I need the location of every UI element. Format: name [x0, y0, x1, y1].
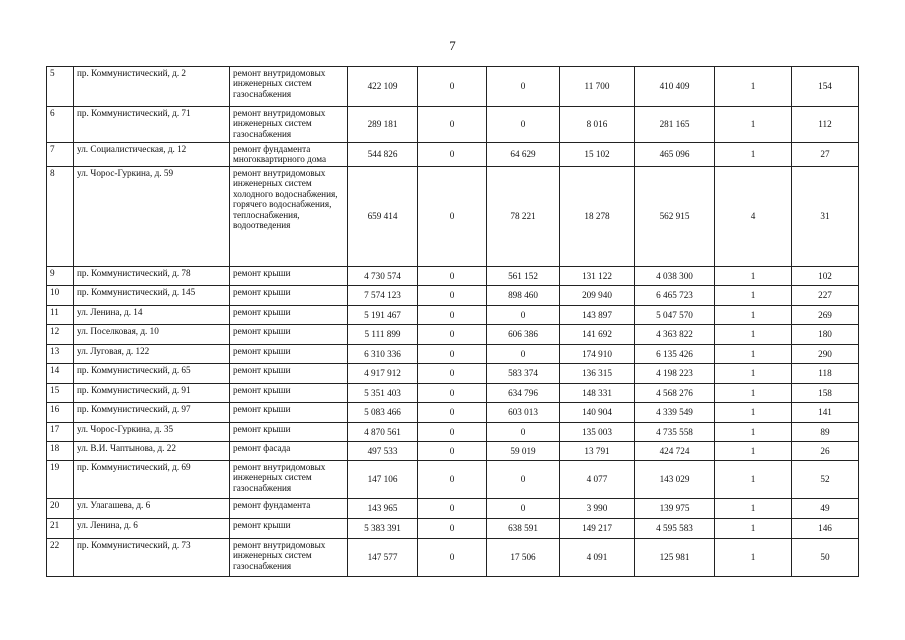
address-cell: ул. Ленина, д. 6 [74, 519, 230, 539]
fund-c-cell: 143 897 [560, 306, 635, 325]
row-number-cell: 21 [47, 519, 74, 539]
address-cell: ул. Чорос-Гуркина, д. 35 [74, 423, 230, 442]
residents-cell: 290 [792, 345, 859, 364]
work-type-cell: ремонт крыши [230, 267, 348, 286]
address-cell: ул. Чорос-Гуркина, д. 59 [74, 167, 230, 267]
row-number-cell: 9 [47, 267, 74, 286]
table-row [47, 143, 859, 167]
work-type-cell: ремонт фундамента [230, 499, 348, 519]
fund-b-cell: 583 374 [487, 364, 560, 384]
address-cell: пр. Коммунистический, д. 69 [74, 461, 230, 499]
total-cost-cell: 147 106 [348, 461, 418, 499]
fund-b-cell: 0 [487, 423, 560, 442]
count-cell: 1 [715, 403, 792, 423]
work-type-cell: ремонт крыши [230, 286, 348, 306]
row-number-cell: 20 [47, 499, 74, 519]
work-type-cell: ремонт крыши [230, 519, 348, 539]
count-cell: 1 [715, 384, 792, 403]
count-cell: 1 [715, 325, 792, 345]
count-cell: 1 [715, 345, 792, 364]
address-cell: пр. Коммунистический, д. 97 [74, 403, 230, 423]
row-number-cell: 12 [47, 325, 74, 345]
fund-a-cell: 0 [418, 306, 487, 325]
fund-a-cell: 0 [418, 345, 487, 364]
fund-c-cell: 131 122 [560, 267, 635, 286]
total-cost-cell: 5 111 899 [348, 325, 418, 345]
total-cost-cell: 544 826 [348, 143, 418, 167]
residents-cell: 27 [792, 143, 859, 167]
address-cell: пр. Коммунистический, д. 91 [74, 384, 230, 403]
row-number-cell: 11 [47, 306, 74, 325]
fund-c-cell: 8 016 [560, 107, 635, 143]
fund-c-cell: 11 700 [560, 67, 635, 107]
count-cell: 1 [715, 306, 792, 325]
total-cost-cell: 4 730 574 [348, 267, 418, 286]
total-cost-cell: 659 414 [348, 167, 418, 267]
fund-b-cell: 603 013 [487, 403, 560, 423]
fund-c-cell: 4 091 [560, 539, 635, 577]
address-cell: ул. Улагашева, д. 6 [74, 499, 230, 519]
count-cell: 1 [715, 286, 792, 306]
count-cell: 1 [715, 364, 792, 384]
residents-cell: 227 [792, 286, 859, 306]
fund-b-cell: 59 019 [487, 442, 560, 461]
table-row [47, 403, 859, 423]
fund-b-cell: 0 [487, 67, 560, 107]
count-cell: 4 [715, 167, 792, 267]
total-cost-cell: 4 870 561 [348, 423, 418, 442]
count-cell: 1 [715, 442, 792, 461]
fund-d-cell: 4 735 558 [635, 423, 715, 442]
fund-a-cell: 0 [418, 325, 487, 345]
table-row [47, 384, 859, 403]
row-number-cell: 5 [47, 67, 74, 107]
residents-cell: 26 [792, 442, 859, 461]
page-number: 7 [449, 38, 456, 53]
work-type-cell: ремонт крыши [230, 384, 348, 403]
fund-c-cell: 148 331 [560, 384, 635, 403]
total-cost-cell: 422 109 [348, 67, 418, 107]
fund-d-cell: 424 724 [635, 442, 715, 461]
address-cell: пр. Коммунистический, д. 73 [74, 539, 230, 577]
count-cell: 1 [715, 499, 792, 519]
work-type-cell: ремонт внутридомовых инженерных систем газоснабжения [230, 539, 348, 577]
total-cost-cell: 7 574 123 [348, 286, 418, 306]
count-cell: 1 [715, 67, 792, 107]
work-type-cell: ремонт крыши [230, 306, 348, 325]
table-row [47, 67, 859, 107]
residents-cell: 52 [792, 461, 859, 499]
address-cell: пр. Коммунистический, д. 2 [74, 67, 230, 107]
row-number-cell: 16 [47, 403, 74, 423]
fund-d-cell: 6 465 723 [635, 286, 715, 306]
fund-c-cell: 3 990 [560, 499, 635, 519]
fund-d-cell: 4 568 276 [635, 384, 715, 403]
work-type-cell: ремонт внутридомовых инженерных систем газоснабжения [230, 67, 348, 107]
work-type-cell: ремонт крыши [230, 325, 348, 345]
fund-d-cell: 4 198 223 [635, 364, 715, 384]
fund-d-cell: 139 975 [635, 499, 715, 519]
count-cell: 1 [715, 107, 792, 143]
fund-c-cell: 18 278 [560, 167, 635, 267]
fund-a-cell: 0 [418, 143, 487, 167]
fund-a-cell: 0 [418, 442, 487, 461]
fund-a-cell: 0 [418, 67, 487, 107]
residents-cell: 154 [792, 67, 859, 107]
fund-d-cell: 5 047 570 [635, 306, 715, 325]
fund-a-cell: 0 [418, 403, 487, 423]
fund-c-cell: 15 102 [560, 143, 635, 167]
table-row [47, 423, 859, 442]
fund-b-cell: 0 [487, 461, 560, 499]
table-row [47, 499, 859, 519]
fund-c-cell: 4 077 [560, 461, 635, 499]
fund-a-cell: 0 [418, 286, 487, 306]
fund-d-cell: 410 409 [635, 67, 715, 107]
fund-a-cell: 0 [418, 384, 487, 403]
row-number-cell: 19 [47, 461, 74, 499]
address-cell: пр. Коммунистический, д. 71 [74, 107, 230, 143]
residents-cell: 146 [792, 519, 859, 539]
address-cell: ул. Поселковая, д. 10 [74, 325, 230, 345]
fund-d-cell: 143 029 [635, 461, 715, 499]
residents-cell: 158 [792, 384, 859, 403]
work-type-cell: ремонт крыши [230, 345, 348, 364]
total-cost-cell: 4 917 912 [348, 364, 418, 384]
fund-a-cell: 0 [418, 539, 487, 577]
table-row [47, 364, 859, 384]
work-type-cell: ремонт фундамента многоквартирного дома [230, 143, 348, 167]
row-number-cell: 18 [47, 442, 74, 461]
count-cell: 1 [715, 539, 792, 577]
count-cell: 1 [715, 519, 792, 539]
work-type-cell: ремонт крыши [230, 423, 348, 442]
table-row [47, 519, 859, 539]
count-cell: 1 [715, 461, 792, 499]
table-row [47, 461, 859, 499]
fund-d-cell: 465 096 [635, 143, 715, 167]
fund-b-cell: 561 152 [487, 267, 560, 286]
table-row [47, 345, 859, 364]
repair-table [46, 66, 859, 577]
table-row [47, 286, 859, 306]
table-row [47, 325, 859, 345]
address-cell: ул. В.И. Чаптынова, д. 22 [74, 442, 230, 461]
fund-d-cell: 4 595 583 [635, 519, 715, 539]
total-cost-cell: 143 965 [348, 499, 418, 519]
fund-c-cell: 13 791 [560, 442, 635, 461]
fund-a-cell: 0 [418, 167, 487, 267]
address-cell: ул. Социалистическая, д. 12 [74, 143, 230, 167]
row-number-cell: 13 [47, 345, 74, 364]
table-row [47, 107, 859, 143]
fund-c-cell: 174 910 [560, 345, 635, 364]
fund-b-cell: 898 460 [487, 286, 560, 306]
fund-d-cell: 6 135 426 [635, 345, 715, 364]
row-number-cell: 10 [47, 286, 74, 306]
row-number-cell: 22 [47, 539, 74, 577]
fund-c-cell: 135 003 [560, 423, 635, 442]
row-number-cell: 6 [47, 107, 74, 143]
residents-cell: 102 [792, 267, 859, 286]
table-row [47, 539, 859, 577]
address-cell: пр. Коммунистический, д. 78 [74, 267, 230, 286]
fund-d-cell: 125 981 [635, 539, 715, 577]
table-row [47, 306, 859, 325]
fund-a-cell: 0 [418, 519, 487, 539]
total-cost-cell: 5 383 391 [348, 519, 418, 539]
total-cost-cell: 289 181 [348, 107, 418, 143]
fund-c-cell: 209 940 [560, 286, 635, 306]
residents-cell: 269 [792, 306, 859, 325]
residents-cell: 118 [792, 364, 859, 384]
fund-a-cell: 0 [418, 499, 487, 519]
table-row [47, 167, 859, 267]
residents-cell: 141 [792, 403, 859, 423]
work-type-cell: ремонт внутридомовых инженерных систем холодного водоснабжения, горячего водоснабжения, теплоснабжения, водоотведения [230, 167, 348, 267]
work-type-cell: ремонт внутридомовых инженерных систем газоснабжения [230, 107, 348, 143]
fund-b-cell: 0 [487, 306, 560, 325]
residents-cell: 89 [792, 423, 859, 442]
work-type-cell: ремонт фасада [230, 442, 348, 461]
address-cell: ул. Ленина, д. 14 [74, 306, 230, 325]
fund-d-cell: 281 165 [635, 107, 715, 143]
residents-cell: 31 [792, 167, 859, 267]
fund-c-cell: 136 315 [560, 364, 635, 384]
fund-d-cell: 562 915 [635, 167, 715, 267]
total-cost-cell: 5 083 466 [348, 403, 418, 423]
fund-d-cell: 4 363 822 [635, 325, 715, 345]
total-cost-cell: 6 310 336 [348, 345, 418, 364]
table-body [47, 67, 859, 577]
fund-b-cell: 17 506 [487, 539, 560, 577]
total-cost-cell: 5 191 467 [348, 306, 418, 325]
table-row [47, 442, 859, 461]
row-number-cell: 7 [47, 143, 74, 167]
residents-cell: 112 [792, 107, 859, 143]
fund-b-cell: 0 [487, 345, 560, 364]
fund-a-cell: 0 [418, 364, 487, 384]
fund-b-cell: 638 591 [487, 519, 560, 539]
fund-a-cell: 0 [418, 423, 487, 442]
fund-c-cell: 149 217 [560, 519, 635, 539]
fund-c-cell: 140 904 [560, 403, 635, 423]
total-cost-cell: 5 351 403 [348, 384, 418, 403]
residents-cell: 50 [792, 539, 859, 577]
count-cell: 1 [715, 267, 792, 286]
fund-a-cell: 0 [418, 267, 487, 286]
fund-b-cell: 64 629 [487, 143, 560, 167]
address-cell: пр. Коммунистический, д. 65 [74, 364, 230, 384]
work-type-cell: ремонт крыши [230, 364, 348, 384]
row-number-cell: 15 [47, 384, 74, 403]
fund-b-cell: 0 [487, 107, 560, 143]
residents-cell: 49 [792, 499, 859, 519]
residents-cell: 180 [792, 325, 859, 345]
row-number-cell: 8 [47, 167, 74, 267]
work-type-cell: ремонт внутридомовых инженерных систем газоснабжения [230, 461, 348, 499]
count-cell: 1 [715, 143, 792, 167]
row-number-cell: 17 [47, 423, 74, 442]
fund-b-cell: 634 796 [487, 384, 560, 403]
fund-a-cell: 0 [418, 461, 487, 499]
count-cell: 1 [715, 423, 792, 442]
total-cost-cell: 497 533 [348, 442, 418, 461]
fund-b-cell: 606 386 [487, 325, 560, 345]
address-cell: пр. Коммунистический, д. 145 [74, 286, 230, 306]
table-row [47, 267, 859, 286]
address-cell: ул. Луговая, д. 122 [74, 345, 230, 364]
fund-d-cell: 4 038 300 [635, 267, 715, 286]
fund-d-cell: 4 339 549 [635, 403, 715, 423]
fund-a-cell: 0 [418, 107, 487, 143]
fund-b-cell: 0 [487, 499, 560, 519]
fund-b-cell: 78 221 [487, 167, 560, 267]
total-cost-cell: 147 577 [348, 539, 418, 577]
fund-c-cell: 141 692 [560, 325, 635, 345]
work-type-cell: ремонт крыши [230, 403, 348, 423]
row-number-cell: 14 [47, 364, 74, 384]
